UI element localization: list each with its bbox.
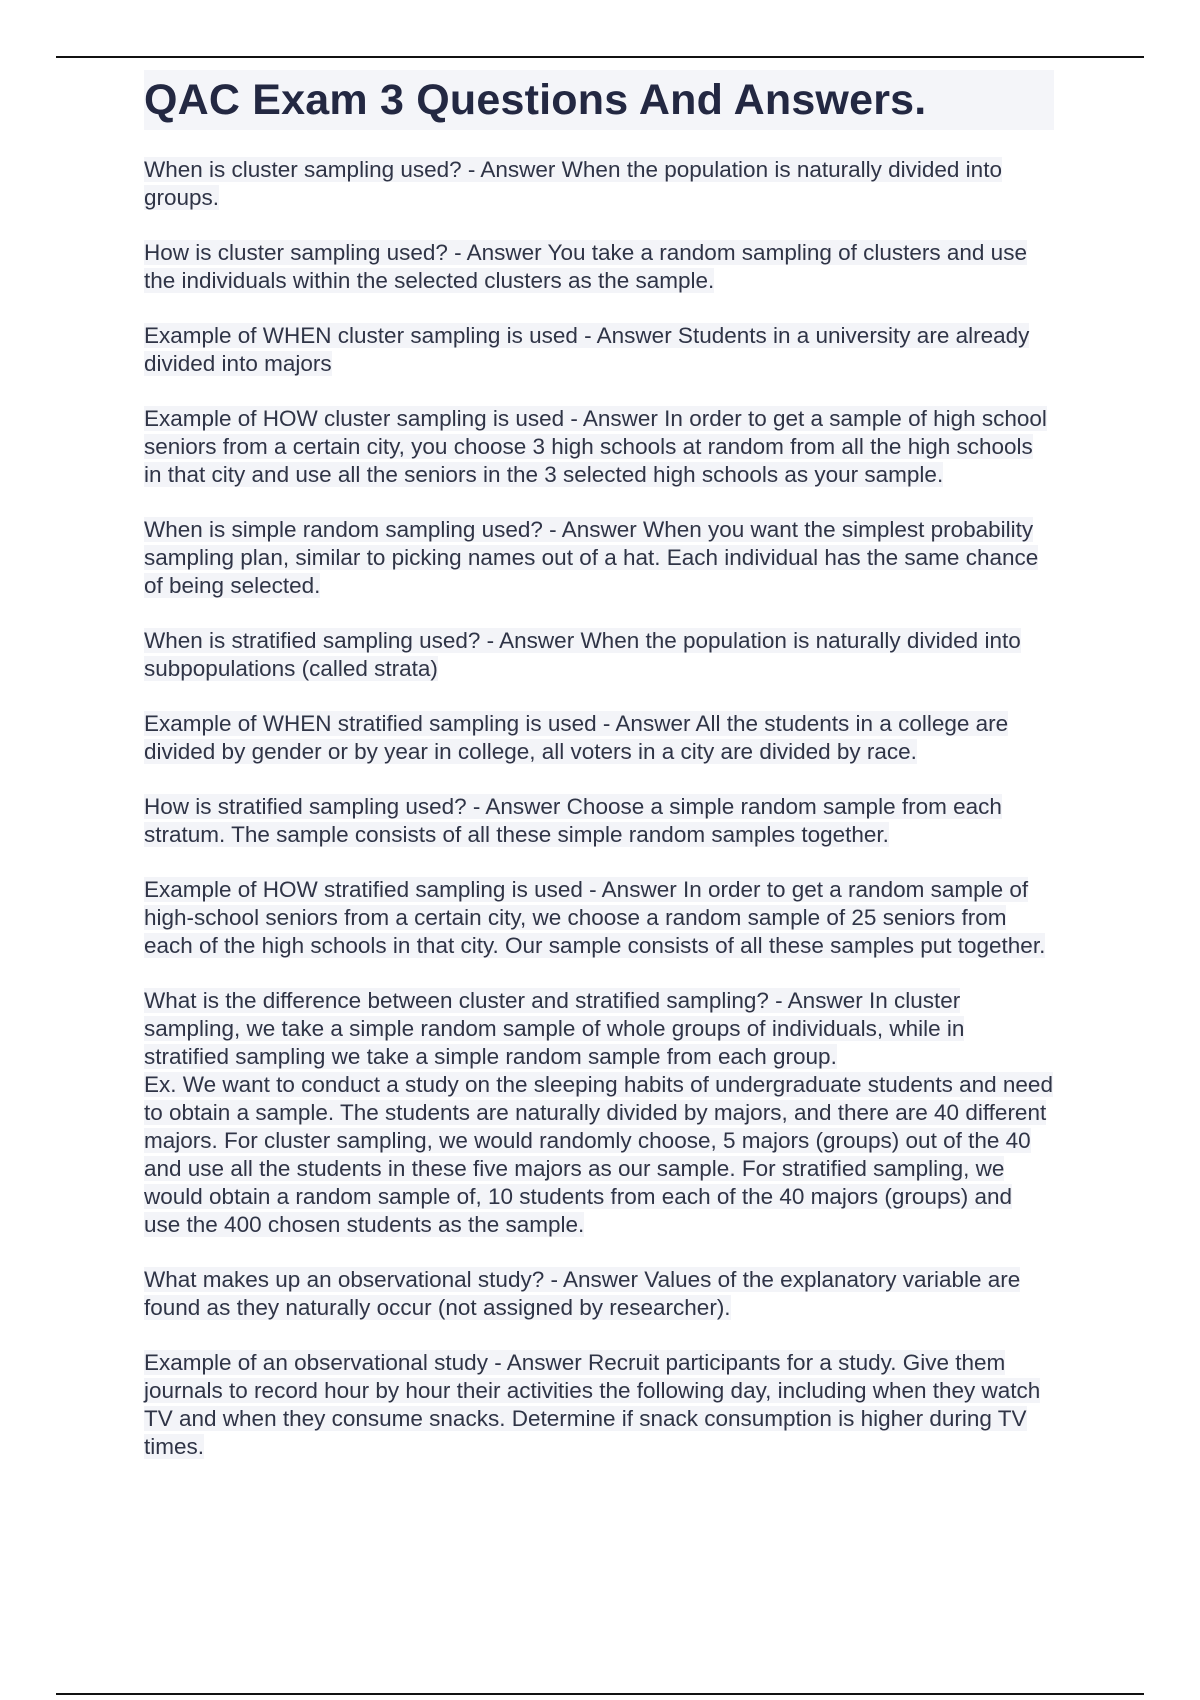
qa-text: How is cluster sampling used? - Answer You take a random sampling of clusters and use the individuals within the selected clusters as the sample. (144, 240, 1027, 293)
qa-continuation: Ex. We want to conduct a study on the sleeping habits of undergraduate students and need to obtain a sample. The students are naturally divided by majors, and there are 40 different majors. For cluster sampling, we would randomly choose, 5 majors (groups) out of the 40 and use all the students in these five majors as our sample. For stratified sampling, we would obtain a random sample of, 10 students from each of the 40 majors (groups) and use the 400 chosen students as the sample. (144, 1072, 1053, 1237)
bottom-rule (56, 1693, 1144, 1695)
qa-text: Example of WHEN cluster sampling is used - Answer Students in a university are already divided into majors (144, 323, 1030, 376)
qa-item (144, 876, 1054, 960)
qa-text: When is stratified sampling used? - Answer When the population is naturally divided into subpopulations (called strata) (144, 628, 1021, 681)
qa-item (144, 627, 1054, 683)
qa-item (144, 239, 1054, 295)
document-body (144, 70, 1054, 1488)
qa-item (144, 793, 1054, 849)
qa-text: Example of HOW cluster sampling is used - Answer In order to get a sample of high school seniors from a certain city, you choose 3 high schools at random from all the high schools in that city and use all the seniors in the 3 selected high schools as your sample. (144, 406, 1047, 487)
qa-item (144, 1266, 1054, 1322)
qa-list (144, 156, 1054, 1461)
qa-item (144, 516, 1054, 600)
qa-text: Example of HOW stratified sampling is used - Answer In order to get a random sample of high-school seniors from a certain city, we choose a random sample of 25 seniors from each of the high schools in that city. Our sample consists of all these samples put together. (144, 877, 1046, 958)
top-rule (56, 56, 1144, 58)
qa-item (144, 405, 1054, 489)
qa-item (144, 710, 1054, 766)
qa-text: What makes up an observational study? - Answer Values of the explanatory variable are found as they naturally occur (not assigned by researcher). (144, 1267, 1021, 1320)
document-title: QAC Exam 3 Questions And Answers. (144, 76, 927, 124)
qa-item (144, 156, 1054, 212)
title-block (144, 70, 1054, 130)
qa-item (144, 322, 1054, 378)
qa-item (144, 1349, 1054, 1461)
qa-text: Example of an observational study - Answer Recruit participants for a study. Give them journals to record hour by hour their activities the following day, including when they watch TV and when they consume snacks. Determine if snack consumption is higher during TV times. (144, 1350, 1041, 1459)
qa-text: When is cluster sampling used? - Answer When the population is naturally divided into groups. (144, 157, 1002, 210)
qa-item (144, 987, 1054, 1239)
qa-text: How is stratified sampling used? - Answer Choose a simple random sample from each stratum. The sample consists of all these simple random samples together. (144, 794, 1002, 847)
qa-text: When is simple random sampling used? - Answer When you want the simplest probability sampling plan, similar to picking names out of a hat. Each individual has the same chance of being selected. (144, 517, 1039, 598)
qa-text: Example of WHEN stratified sampling is used - Answer All the students in a college are divided by gender or by year in college, all voters in a city are divided by race. (144, 711, 1009, 764)
qa-text: What is the difference between cluster and stratified sampling? - Answer In cluster sampling, we take a simple random sample of whole groups of individuals, while in stratified sampling we take a simple random sample from each group. (144, 988, 965, 1069)
